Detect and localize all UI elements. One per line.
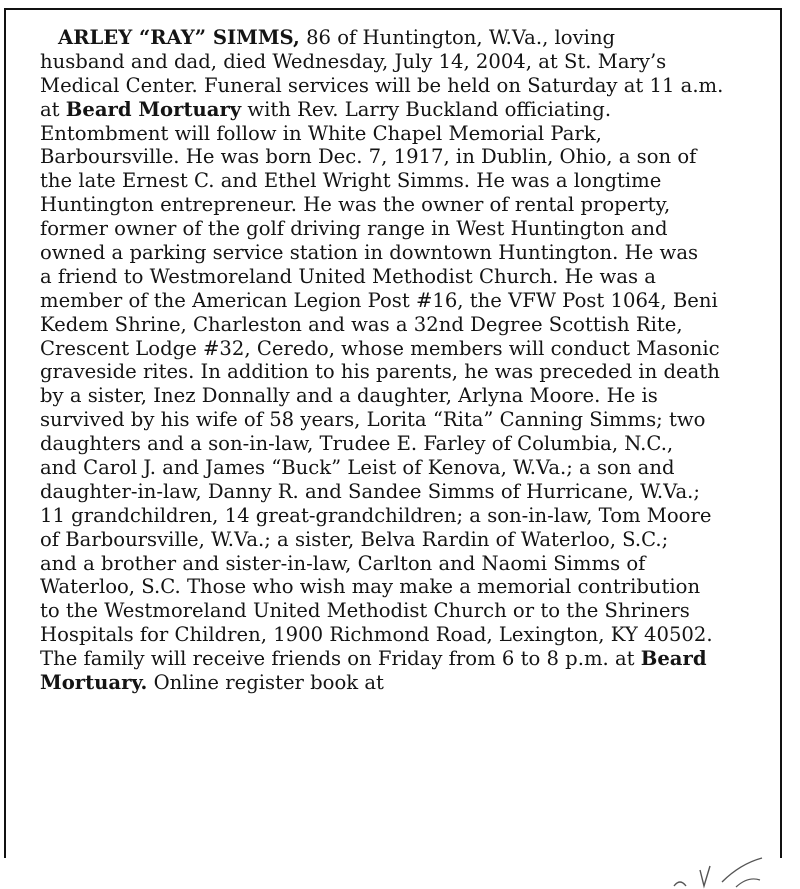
obituary-line-10: owned a parking service station in downtown Huntington. He was	[40, 241, 699, 265]
funeral-home-name-3: Mortuary.	[40, 671, 148, 695]
obituary-line-27: The family will receive friends on Friday from 6 to 8 p.m. at Beard	[40, 647, 707, 671]
pen-scribble-mark	[664, 856, 784, 889]
obituary-line-25: to the Westmoreland United Methodist Church or to the Shriners	[40, 599, 690, 623]
obituary-line-19: and Carol J. and James “Buck” Leist of Kenova, W.Va.; a son and	[40, 456, 675, 480]
obituary-line-8: Huntington entrepreneur. He was the owner of rental property,	[40, 193, 671, 217]
obituary-line-22: of Barboursville, W.Va.; a sister, Belva Rardin of Waterloo, S.C.;	[40, 527, 669, 551]
obituary-line-2: husband and dad, died Wednesday, July 14, 2004, at St. Mary’s	[40, 49, 667, 73]
obituary-line-23: and a brother and sister-in-law, Carlton and Naomi Simms of	[40, 551, 646, 575]
obituary-line-18: daughters and a son-in-law, Trudee E. Farley of Columbia, N.C.,	[40, 432, 674, 456]
obituary-line-4: at Beard Mortuary with Rev. Larry Buckland officiating.	[40, 97, 612, 121]
obituary-line-16: by a sister, Inez Donnally and a daughter, Arlyna Moore. He is	[40, 384, 658, 408]
clipping-border-top	[4, 8, 782, 10]
obituary-line-15: graveside rites. In addition to his parents, he was preceded in death	[40, 360, 720, 384]
obituary-line-21: 11 grandchildren, 14 great-grandchildren; a son-in-law, Tom Moore	[40, 503, 712, 527]
clipping-border-left	[4, 8, 6, 858]
obituary-line-26: Hospitals for Children, 1900 Richmond Road, Lexington, KY 40502.	[40, 623, 713, 647]
obituary-line-6: Barboursville. He was born Dec. 7, 1917, in Dublin, Ohio, a son of	[40, 145, 697, 169]
obituary-line-3: Medical Center. Funeral services will be held on Saturday at 11 a.m.	[40, 73, 724, 97]
obituary-line-12: member of the American Legion Post #16, the VFW Post 1064, Beni	[40, 288, 718, 312]
obituary-line-28: Mortuary. Online register book at	[40, 671, 384, 695]
funeral-home-name: Beard Mortuary	[65, 97, 242, 121]
obituary-line-17: survived by his wife of 58 years, Lorita “Rita” Canning Simms; two	[40, 408, 706, 432]
obituary-line-7: the late Ernest C. and Ethel Wright Simms. He was a longtime	[40, 169, 662, 193]
obituary-line-13: Kedem Shrine, Charleston and was a 32nd Degree Scottish Rite,	[40, 312, 683, 336]
obituary-line-9: former owner of the golf driving range in West Huntington and	[40, 217, 668, 241]
obituary-line-11: a friend to Westmoreland United Methodist Church. He was a	[40, 264, 656, 288]
obituary-line-5: Entombment will follow in White Chapel Memorial Park,	[40, 121, 602, 145]
obituary-text	[40, 26, 800, 695]
obituary-name: ARLEY “RAY” SIMMS,	[58, 26, 300, 49]
obituary-line-20: daughter-in-law, Danny R. and Sandee Simms of Hurricane, W.Va.;	[40, 479, 700, 503]
obituary-line-1: ARLEY “RAY” SIMMS, 86 of Huntington, W.Va., loving	[58, 26, 616, 49]
funeral-home-name-2: Beard	[640, 647, 707, 671]
obituary-line-14: Crescent Lodge #32, Ceredo, whose members will conduct Masonic	[40, 336, 720, 360]
obituary-line-24: Waterloo, S.C. Those who wish may make a memorial contribution	[40, 575, 701, 599]
